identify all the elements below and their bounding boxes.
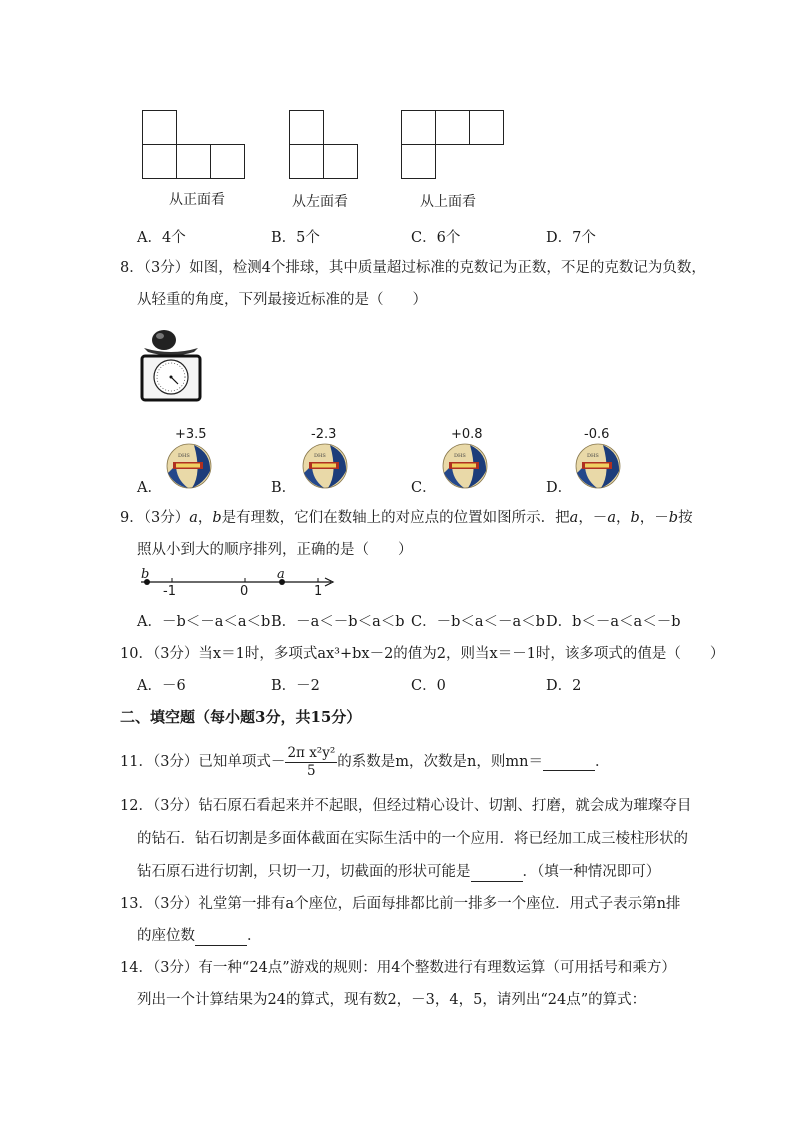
q14-line2: 列出一个计算结果为24的算式，现有数2，－3，4，5，请列出“24点”的算式：	[137, 992, 647, 1008]
q13-line2-text: 的座位数	[137, 928, 195, 944]
q8-option-c[interactable]: C．	[411, 480, 437, 496]
q12-line2: 的钻石．钻石切割是多面体截面在实际生活中的一个应用．将已经加工成三棱柱形状的	[137, 831, 688, 847]
svg-text:DHS: DHS	[178, 453, 190, 459]
q10-option-c[interactable]: C．0	[411, 678, 446, 694]
view-cell	[289, 110, 324, 145]
q13-answer-blank[interactable]	[195, 929, 247, 946]
q11-stem: 11．（3分）已知单项式－ $\frac{\text{2π x²y²}}{5}$ 的系数是m，次数是n，则mn＝ ．	[120, 744, 610, 779]
volleyball-icon[interactable]	[573, 443, 623, 489]
q12-line3-end: ．（填一种情况即可）	[522, 864, 661, 880]
q10-option-d[interactable]: D．2	[546, 678, 582, 694]
q12-line3	[137, 862, 660, 882]
volleyball-icon[interactable]	[300, 443, 350, 489]
tick-label-1: 1	[314, 584, 323, 599]
q11-prefix: 11．（3分）已知单项式－	[120, 754, 286, 770]
view-cell	[401, 144, 436, 179]
q9-stem-end: 按	[678, 510, 693, 526]
tick-label-minus1: -1	[163, 584, 176, 599]
q9-stem-mid: 是有理数，它们在数轴上的对应点的位置如图所示．把	[221, 510, 570, 526]
q9-option-c[interactable]: C．－b＜a＜－a＜b	[411, 614, 545, 630]
q11-suffix: 的系数是m，次数是n，则mn＝	[337, 754, 543, 770]
q7-option-c[interactable]: C．6个	[411, 230, 461, 246]
q9-stem-prefix: 9．（3分）	[120, 510, 190, 526]
q14-line1: 14．（3分）有一种“24点”游戏的规则：用4个整数进行有理数运算（可用括号和乘方）	[120, 960, 676, 976]
top-view-caption: 从上面看	[420, 194, 476, 210]
q7-option-a[interactable]: A．4个	[137, 230, 186, 246]
view-cell	[289, 144, 324, 179]
point-a-label: a	[277, 567, 285, 582]
point-b-label: b	[141, 567, 150, 582]
svg-text:DHS: DHS	[587, 453, 599, 459]
q8-value-a: +3.5	[175, 427, 207, 442]
q8-value-c: +0.8	[451, 427, 483, 442]
volleyball-icon[interactable]	[440, 443, 490, 489]
q12-line3-text: 钻石原石进行切割，只切一刀，切截面的形状可能是	[137, 864, 471, 880]
q12-line1: 12．（3分）钻石原石看起来并不起眼，但经过精心设计、切割、打磨，就会成为璀璨夺目	[120, 798, 692, 814]
view-cell	[323, 144, 358, 179]
q8-option-b[interactable]: B．	[271, 480, 297, 496]
q8-option-d[interactable]: D．	[546, 480, 573, 496]
left-view-caption: 从左面看	[292, 194, 348, 210]
q9-option-a[interactable]: A．－b＜－a＜a＜b	[137, 614, 271, 630]
q8-option-a[interactable]: A．	[137, 480, 162, 496]
view-cell	[142, 144, 177, 179]
q9-option-d[interactable]: D．b＜－a＜a＜－b	[546, 614, 681, 630]
q11-fraction	[285, 745, 337, 780]
view-cell	[401, 110, 436, 145]
q9-stem-line1: 9．（3分）a，b是有理数，它们在数轴上的对应点的位置如图所示．把a，－a，b，－b按	[120, 510, 693, 526]
svg-text:DHS: DHS	[314, 453, 326, 459]
front-view-caption: 从正面看	[169, 192, 225, 208]
q13-line1: 13．（3分）礼堂第一排有a个座位，后面每排都比前一排多一个座位．用式子表示第n排	[120, 896, 681, 912]
q11-denominator: 5	[307, 762, 316, 779]
volleyball-icon[interactable]	[164, 443, 214, 489]
q11-answer-blank[interactable]	[543, 754, 595, 771]
q7-option-b[interactable]: B．5个	[271, 230, 320, 246]
tick-label-0: 0	[240, 584, 249, 599]
q11-numerator: 2π x²y²	[287, 744, 336, 761]
scale-icon	[138, 326, 204, 402]
q7-option-d[interactable]: D．7个	[546, 230, 596, 246]
q10-option-a[interactable]: A．－6	[137, 678, 186, 694]
view-cell	[435, 110, 470, 145]
svg-text:DHS: DHS	[454, 453, 466, 459]
q9-stem-line2: 照从小到大的顺序排列，正确的是（ ）	[137, 542, 413, 558]
q10-option-b[interactable]: B．－2	[271, 678, 320, 694]
q8-stem-line2: 从轻重的角度，下列最接近标准的是（ ）	[137, 292, 427, 308]
section-heading: 二、填空题（每小题3分，共15分）	[120, 708, 362, 726]
q8-value-b: -2.3	[311, 427, 337, 442]
view-cell	[469, 110, 504, 145]
q8-value-d: -0.6	[584, 427, 610, 442]
q9-option-b[interactable]: B．－a＜－b＜a＜b	[271, 614, 405, 630]
view-cell	[210, 144, 245, 179]
q13-line2: 的座位数 ．	[137, 928, 262, 944]
view-cell	[142, 110, 177, 145]
view-cell	[176, 144, 211, 179]
q10-stem: 10．（3分）当x＝1时，多项式ax³+bx－2的值为2，则当x＝－1时，该多项式的值是（ ）	[120, 646, 725, 662]
q8-stem-line1: 8．（3分）如图，检测4个排球，其中质量超过标准的克数记为正数，不足的克数记为负数，	[120, 260, 706, 276]
q12-answer-blank[interactable]	[471, 865, 523, 882]
